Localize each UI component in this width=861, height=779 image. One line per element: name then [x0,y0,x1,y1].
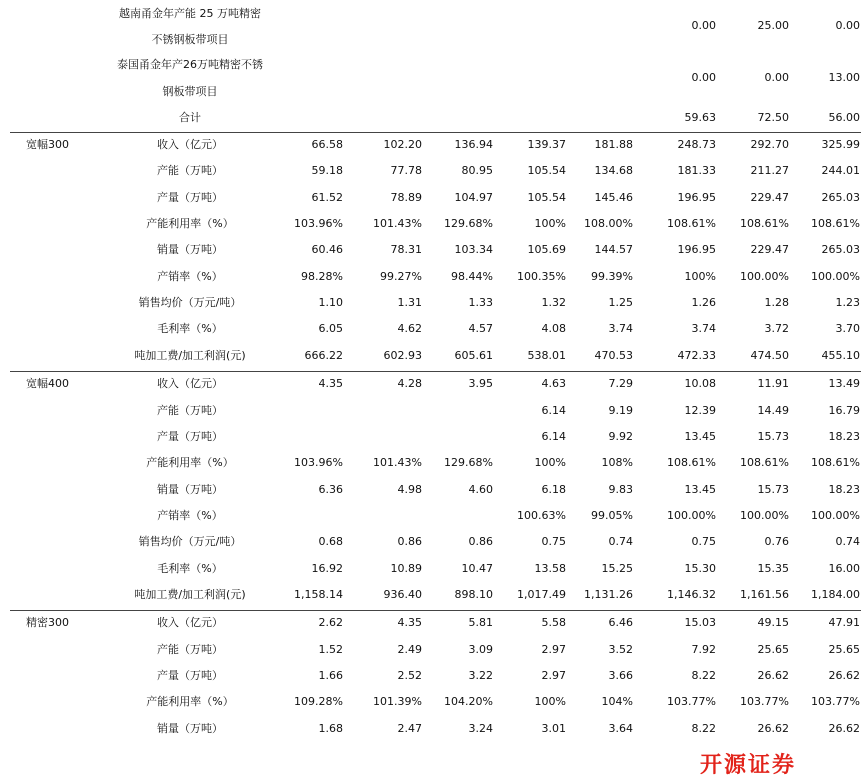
table-cell: 99.27% [380,270,422,283]
row-label: 产能（万吨） [157,164,223,177]
table-cell: 1,146.32 [667,588,716,601]
table-cell: 2.97 [541,643,566,656]
table-cell: 26.62 [757,722,789,735]
table-cell: 5.81 [468,616,493,629]
table-cell: 77.78 [390,164,422,177]
table-cell: 103.77% [740,695,789,708]
table-cell: 100% [684,270,716,283]
table-cell: 7.29 [608,377,633,390]
table-cell: 108.61% [811,456,860,469]
row-label: 毛利率（%） [157,322,223,335]
table-cell: 1.25 [608,296,633,309]
project-label-line: 越南甬金年产能 25 万吨精密 [119,7,261,20]
table-cell: 898.10 [454,588,493,601]
table-cell: 211.27 [750,164,789,177]
table-cell: 181.88 [594,138,633,151]
table-cell: 0.00 [764,71,789,84]
table-cell: 1.32 [541,296,566,309]
table-cell: 13.45 [684,430,716,443]
table-cell: 104.20% [444,695,493,708]
row-label: 销量（万吨） [157,483,223,496]
table-cell: 472.33 [677,349,716,362]
table-cell: 15.30 [684,562,716,575]
table-cell: 1.26 [691,296,716,309]
table-cell: 102.20 [383,138,422,151]
table-cell: 455.10 [821,349,860,362]
table-cell: 602.93 [383,349,422,362]
table-cell: 103.34 [454,243,493,256]
table-cell: 0.76 [764,535,789,548]
table-cell: 3.74 [608,322,633,335]
row-label: 产量（万吨） [157,191,223,204]
row-label: 产销率（%） [157,509,223,522]
table-cell: 229.47 [750,191,789,204]
table-cell: 244.01 [821,164,860,177]
table-cell: 78.89 [390,191,422,204]
row-label: 产销率（%） [157,270,223,283]
table-cell: 66.58 [311,138,343,151]
table-cell: 10.89 [390,562,422,575]
table-cell: 13.49 [828,377,860,390]
table-cell: 265.03 [821,243,860,256]
table-cell: 103.77% [811,695,860,708]
table-cell: 3.66 [608,669,633,682]
table-divider [10,132,861,133]
table-cell: 4.98 [397,483,422,496]
table-cell: 16.79 [828,404,860,417]
row-label: 销量（万吨） [157,722,223,735]
table-cell: 292.70 [750,138,789,151]
table-cell: 3.22 [468,669,493,682]
table-cell: 15.25 [601,562,633,575]
table-cell: 538.01 [527,349,566,362]
table-cell: 100.63% [517,509,566,522]
total-label: 合计 [179,111,201,124]
table-cell: 2.97 [541,669,566,682]
table-cell: 2.49 [397,643,422,656]
table-cell: 4.63 [541,377,566,390]
table-cell: 8.22 [691,722,716,735]
table-cell: 136.94 [454,138,493,151]
table-cell: 9.92 [608,430,633,443]
table-cell: 61.52 [311,191,343,204]
table-cell: 12.39 [684,404,716,417]
table-cell: 59.63 [684,111,716,124]
table-cell: 0.00 [691,71,716,84]
table-cell: 6.36 [318,483,343,496]
table-cell: 4.35 [397,616,422,629]
table-cell: 0.74 [608,535,633,548]
table-cell: 139.37 [527,138,566,151]
table-cell: 47.91 [828,616,860,629]
table-cell: 1.28 [764,296,789,309]
table-cell: 72.50 [757,111,789,124]
table-cell: 108.61% [740,456,789,469]
table-cell: 265.03 [821,191,860,204]
row-label: 产量（万吨） [157,669,223,682]
table-cell: 105.54 [527,191,566,204]
table-cell: 181.33 [677,164,716,177]
row-label: 产能利用率（%） [146,456,234,469]
table-cell: 1.23 [835,296,860,309]
row-label: 收入（亿元） [157,138,223,151]
table-cell: 103.96% [294,217,343,230]
row-label: 销售均价（万元/吨） [138,535,242,548]
table-cell: 80.95 [461,164,493,177]
project-label-line: 钢板带项目 [162,85,218,98]
table-cell: 13.00 [828,71,860,84]
table-cell: 3.72 [764,322,789,335]
table-cell: 196.95 [677,191,716,204]
row-label: 销量（万吨） [157,243,223,256]
table-cell: 108.61% [667,217,716,230]
table-cell: 4.35 [318,377,343,390]
row-label: 收入（亿元） [157,377,223,390]
table-cell: 1,158.14 [294,588,343,601]
table-cell: 3.70 [835,322,860,335]
table-cell: 26.62 [757,669,789,682]
table-cell: 9.19 [608,404,633,417]
table-cell: 10.47 [461,562,493,575]
table-cell: 470.53 [594,349,633,362]
table-cell: 0.86 [468,535,493,548]
table-cell: 3.24 [468,722,493,735]
table-cell: 1.10 [318,296,343,309]
table-cell: 100.00% [811,270,860,283]
table-cell: 8.22 [691,669,716,682]
table-cell: 78.31 [390,243,422,256]
table-cell: 104% [601,695,633,708]
table-cell: 15.35 [757,562,789,575]
table-cell: 100.00% [667,509,716,522]
row-label: 产能利用率（%） [146,695,234,708]
table-cell: 3.09 [468,643,493,656]
table-cell: 101.43% [373,456,422,469]
table-cell: 9.83 [608,483,633,496]
row-label: 产能（万吨） [157,643,223,656]
table-cell: 99.05% [591,509,633,522]
table-cell: 3.52 [608,643,633,656]
table-cell: 2.52 [397,669,422,682]
table-cell: 26.62 [828,669,860,682]
table-cell: 100% [534,695,566,708]
table-cell: 98.44% [451,270,493,283]
table-cell: 666.22 [304,349,343,362]
table-cell: 0.00 [691,19,716,32]
table-cell: 3.64 [608,722,633,735]
table-cell: 108% [601,456,633,469]
table-cell: 7.92 [691,643,716,656]
row-label: 吨加工费/加工利润(元) [134,588,246,601]
table-cell: 4.28 [397,377,422,390]
table-cell: 6.05 [318,322,343,335]
row-label: 产量（万吨） [157,430,223,443]
table-cell: 108.61% [811,217,860,230]
table-cell: 25.00 [757,19,789,32]
table-cell: 474.50 [750,349,789,362]
table-cell: 4.08 [541,322,566,335]
table-cell: 98.28% [301,270,343,283]
table-cell: 16.92 [311,562,343,575]
table-cell: 1,131.26 [584,588,633,601]
table-cell: 100% [534,217,566,230]
table-cell: 229.47 [750,243,789,256]
table-cell: 11.91 [757,377,789,390]
table-cell: 4.62 [397,322,422,335]
table-cell: 5.58 [541,616,566,629]
table-cell: 6.14 [541,404,566,417]
table-cell: 1.66 [318,669,343,682]
table-cell: 1.52 [318,643,343,656]
table-cell: 6.14 [541,430,566,443]
table-cell: 108.61% [740,217,789,230]
table-cell: 10.08 [684,377,716,390]
table-cell: 936.40 [383,588,422,601]
table-cell: 25.65 [757,643,789,656]
table-cell: 105.54 [527,164,566,177]
table-cell: 18.23 [828,430,860,443]
table-cell: 1,017.49 [517,588,566,601]
table-cell: 59.18 [311,164,343,177]
table-cell: 100.00% [740,509,789,522]
table-cell: 1.33 [468,296,493,309]
table-cell: 99.39% [591,270,633,283]
brand-logo: 开源证券 [700,753,797,778]
table-cell: 1,184.00 [811,588,860,601]
table-cell: 56.00 [828,111,860,124]
table-cell: 108.61% [667,456,716,469]
table-cell: 196.95 [677,243,716,256]
table-cell: 2.47 [397,722,422,735]
table-cell: 15.03 [684,616,716,629]
table-cell: 15.73 [757,483,789,496]
project-label-line: 泰国甬金年产26万吨精密不锈 [117,58,263,71]
table-cell: 4.57 [468,322,493,335]
table-cell: 0.74 [835,535,860,548]
table-cell: 6.46 [608,616,633,629]
table-cell: 104.97 [454,191,493,204]
table-cell: 101.43% [373,217,422,230]
row-label: 吨加工费/加工利润(元) [134,349,246,362]
table-cell: 3.74 [691,322,716,335]
table-cell: 6.18 [541,483,566,496]
table-cell: 325.99 [821,138,860,151]
section-name: 精密300 [26,616,69,630]
row-label: 产能利用率（%） [146,217,234,230]
table-cell: 0.00 [835,19,860,32]
section-name: 宽幅400 [26,377,69,391]
table-cell: 13.58 [534,562,566,575]
table-cell: 0.75 [691,535,716,548]
table-cell: 49.15 [757,616,789,629]
table-cell: 1.31 [397,296,422,309]
table-divider [10,371,861,372]
table-cell: 103.96% [294,456,343,469]
table-cell: 100.00% [740,270,789,283]
table-cell: 100.35% [517,270,566,283]
table-cell: 100.00% [811,509,860,522]
table-cell: 60.46 [311,243,343,256]
row-label: 产能（万吨） [157,404,223,417]
table-cell: 16.00 [828,562,860,575]
table-cell: 2.62 [318,616,343,629]
table-cell: 108.00% [584,217,633,230]
table-cell: 145.46 [594,191,633,204]
table-cell: 248.73 [677,138,716,151]
table-cell: 0.75 [541,535,566,548]
table-cell: 25.65 [828,643,860,656]
table-divider [10,610,861,611]
table-cell: 13.45 [684,483,716,496]
table-cell: 100% [534,456,566,469]
table-cell: 129.68% [444,217,493,230]
table-cell: 15.73 [757,430,789,443]
table-cell: 103.77% [667,695,716,708]
table-cell: 26.62 [828,722,860,735]
row-label: 毛利率（%） [157,562,223,575]
table-cell: 134.68 [594,164,633,177]
table-cell: 109.28% [294,695,343,708]
table-cell: 3.01 [541,722,566,735]
table-cell: 105.69 [527,243,566,256]
table-cell: 1.68 [318,722,343,735]
table-cell: 3.95 [468,377,493,390]
project-label-line: 不锈钢板带项目 [151,33,229,46]
table-cell: 101.39% [373,695,422,708]
row-label: 收入（亿元） [157,616,223,629]
table-cell: 129.68% [444,456,493,469]
table-cell: 14.49 [757,404,789,417]
row-label: 销售均价（万元/吨） [138,296,242,309]
table-cell: 1,161.56 [740,588,789,601]
table-cell: 0.86 [397,535,422,548]
table-cell: 0.68 [318,535,343,548]
table-cell: 4.60 [468,483,493,496]
section-name: 宽幅300 [26,138,69,151]
table-cell: 18.23 [828,483,860,496]
table-cell: 144.57 [594,243,633,256]
table-cell: 605.61 [454,349,493,362]
